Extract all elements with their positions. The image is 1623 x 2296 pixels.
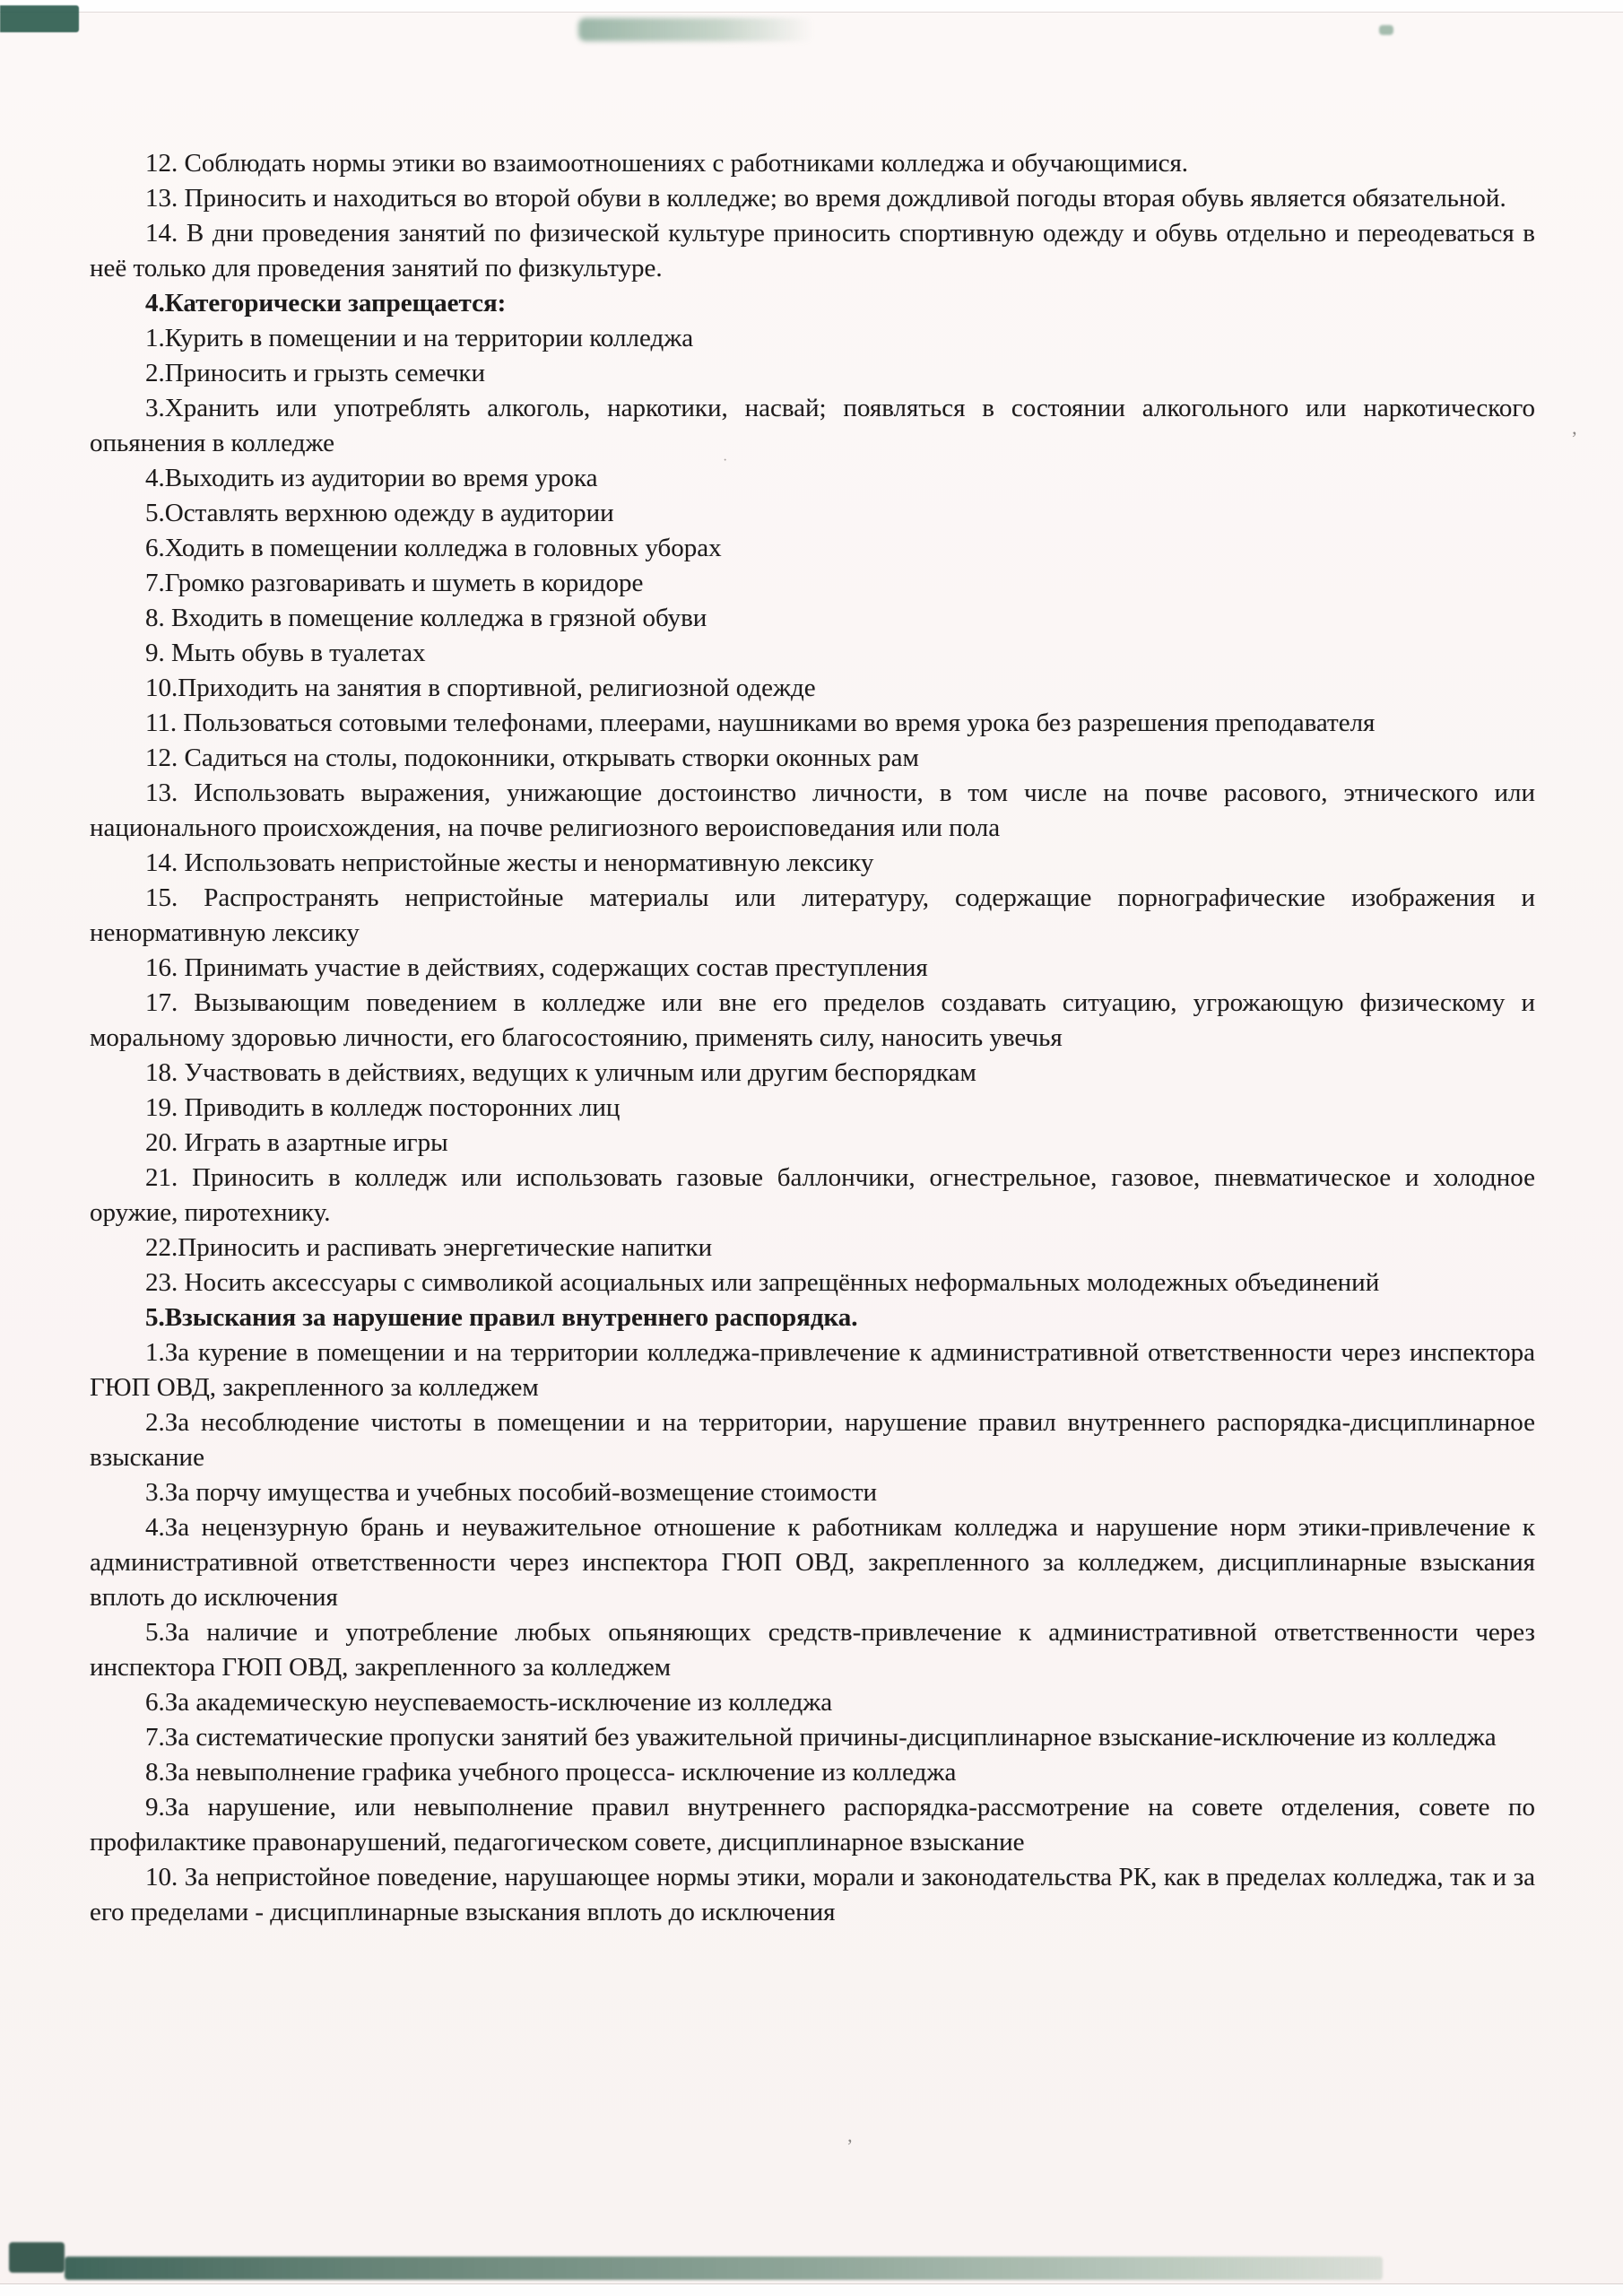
paragraph: 1.Курить в помещении и на территории колледжа xyxy=(145,324,694,352)
paragraph: 1.За курение в помещении и на территории колледжа-привлечение к административной ответственности через инспектора ГЮП ОВД, закрепленного за колледжем xyxy=(90,1338,1535,1402)
paragraph: 4.Категорически запрещается: xyxy=(145,289,507,317)
scanner-edge-top xyxy=(0,0,1623,13)
paragraph: 22.Приносить и распивать энергетические напитки xyxy=(145,1233,713,1262)
scan-artifact-top-smudge xyxy=(578,18,813,41)
paragraph: 11. Пользоваться сотовыми телефонами, плеерами, наушниками во время урока без разрешения преподавателя xyxy=(145,709,1376,737)
document-body xyxy=(90,146,1535,1930)
scanner-edge-bottom xyxy=(0,2283,1623,2296)
paragraph: 4.За нецензурную брань и неуважительное отношение к работникам колледжа и нарушение норм этики-привлечение к административной ответственности через инспектора ГЮП ОВД, закрепленного за колледжем, дисциплинарные взыскания вплоть до исключения xyxy=(90,1513,1535,1612)
paragraph: 14. В дни проведения занятий по физической культуре приносить спортивную одежду и обувь отдельно и переодеваться в неё только для проведения занятий по физкультуре. xyxy=(90,219,1535,283)
paragraph: 14. Использовать непристойные жесты и ненормативную лексику xyxy=(145,848,874,877)
paragraph: 13. Приносить и находиться во второй обуви в колледже; во время дождливой погоды вторая обувь является обязательной. xyxy=(145,184,1506,213)
paragraph: 5.За наличие и употребление любых опьяняющих средств-привлечение к административной ответственности через инспектора ГЮП ОВД, закрепленного за колледжем xyxy=(90,1618,1535,1682)
scan-artifact-bottom-left-blob xyxy=(9,2242,65,2273)
paragraph: 5.Взыскания за нарушение правил внутреннего распорядка. xyxy=(145,1303,858,1332)
paragraph: 19. Приводить в колледж посторонних лиц xyxy=(145,1093,621,1122)
paragraph: 21. Приносить в колледж или использовать газовые баллончики, огнестрельное, газовое, пневматическое и холодное оружие, пиротехнику. xyxy=(90,1163,1535,1227)
paragraph: 3.За порчу имущества и учебных пособий-возмещение стоимости xyxy=(145,1478,878,1507)
paragraph: 2.За несоблюдение чистоты в помещении и на территории, нарушение правил внутреннего распорядка-дисциплинарное взыскание xyxy=(90,1408,1535,1472)
paragraph: 6.За академическую неуспеваемость-исключение из колледжа xyxy=(145,1688,833,1717)
scan-artifact-bottom-strip xyxy=(65,2257,1383,2280)
paragraph: 3.Хранить или употреблять алкоголь, наркотики, насвай; появляться в состоянии алкогольного или наркотического опьянения в колледже xyxy=(90,394,1535,457)
paragraph: 8. Входить в помещение колледжа в грязной обуви xyxy=(145,604,707,632)
paragraph: 5.Оставлять верхнюю одежду в аудитории xyxy=(145,499,614,527)
paragraph: 8.За невыполнение графика учебного процесса- исключение из колледжа xyxy=(145,1758,957,1787)
paragraph: 23. Носить аксессуары с символикой асоциальных или запрещённых неформальных молодежных объединений xyxy=(145,1268,1380,1297)
scan-speck: ’ xyxy=(846,2135,854,2157)
paragraph: 10.Приходить на занятия в спортивной, религиозной одежде xyxy=(145,674,816,702)
paragraph: 4.Выходить из аудитории во время урока xyxy=(145,464,598,492)
paragraph: 18. Участвовать в действиях, ведущих к уличным или другим беспорядкам xyxy=(145,1058,976,1087)
paragraph: 7.За систематические пропуски занятий без уважительной причины-дисциплинарное взыскание-исключение из колледжа xyxy=(145,1723,1497,1752)
paragraph: 10. За непристойное поведение, нарушающее нормы этики, морали и законодательства РК, как в пределах колледжа, так и за его пределами - дисциплинарные взыскания вплоть до исключения xyxy=(90,1863,1535,1926)
paragraph: 17. Вызывающим поведением в колледже или вне его пределов создавать ситуацию, угрожающую физическому и моральному здоровью личности, его благосостоянию, применять силу, наносить увечья xyxy=(90,988,1535,1052)
paragraph: 7.Громко разговаривать и шуметь в коридоре xyxy=(145,569,644,597)
scan-artifact-top-right-dot xyxy=(1379,25,1393,35)
paragraph: 2.Приносить и грызть семечки xyxy=(145,359,486,387)
paragraph: 9. Мыть обувь в туалетах xyxy=(145,639,426,667)
paragraph: 12. Соблюдать нормы этики во взаимоотношениях с работниками колледжа и обучающимися. xyxy=(145,149,1189,178)
paragraph: 12. Садиться на столы, подоконники, открывать створки оконных рам xyxy=(145,744,919,772)
paragraph: 13. Использовать выражения, унижающие достоинство личности, в том числе на почве расового, этнического или национального происхождения, на почве религиозного вероисповедания или пола xyxy=(90,778,1535,842)
paragraph: 9.За нарушение, или невыполнение правил внутреннего распорядка-рассмотрение на совете отделения, совете по профилактике правонарушений, педагогическом совете, дисциплинарное взыскание xyxy=(90,1793,1535,1857)
paragraph: 16. Принимать участие в действиях, содержащих состав преступления xyxy=(145,953,928,982)
paragraph: 20. Играть в азартные игры xyxy=(145,1128,448,1157)
scan-speck: · xyxy=(723,453,728,468)
scan-speck: ’ xyxy=(1571,427,1578,449)
paragraph: 6.Ходить в помещении колледжа в головных уборах xyxy=(145,534,722,562)
paragraph: 15. Распространять непристойные материалы или литературу, содержащие порнографические изображения и ненормативную лексику xyxy=(90,883,1535,947)
